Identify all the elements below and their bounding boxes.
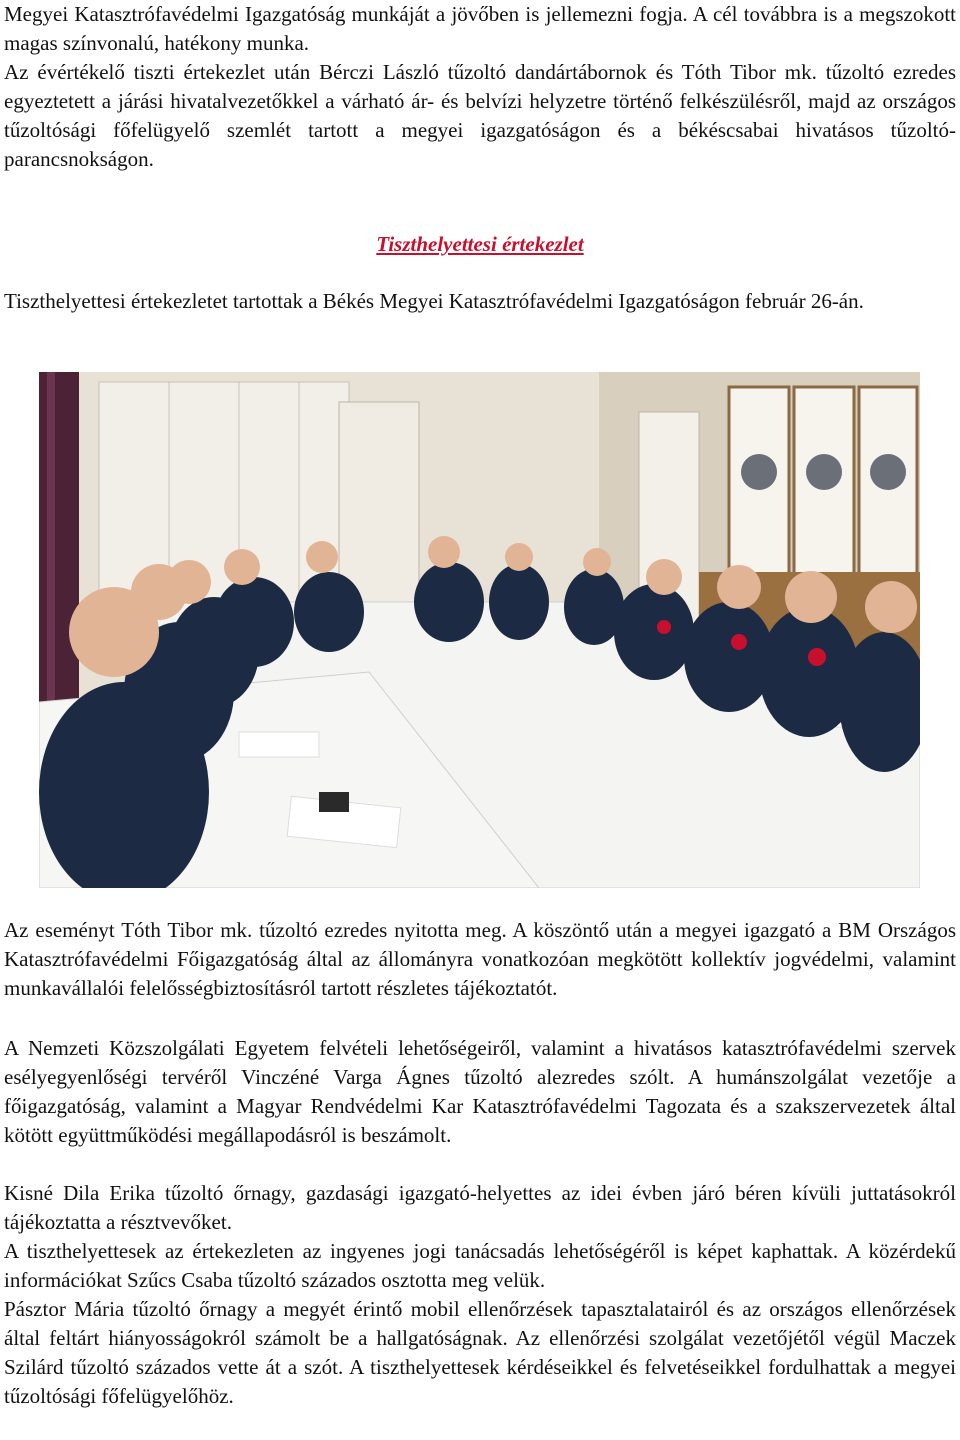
paragraph-body-1: Az eseményt Tóth Tibor mk. tűzoltó ezredes nyitotta meg. A köszöntő után a megyei igazgató a BM Országos Katasztrófavédelmi Főigazgatóság által az állományra vonatkozóan megkötött kollektív jogvédelmi, valamint munkavállalói felelősségbiztosításról tartott részletes tájékoztatót.: [4, 918, 956, 1000]
paragraph-body-4: A tiszthelyettesek az értekezleten az ingyenes jogi tanácsadás lehetőségéről is képet kaphattak. A közérdekű információkat Szűcs Csaba tűzoltó százados osztotta meg velük.: [4, 1239, 956, 1292]
meeting-photo-illustration: [39, 372, 920, 888]
paragraph-body-2: A Nemzeti Közszolgálati Egyetem felvételi lehetőségeiről, valamint a hivatásos katasztrófavédelmi szervek esélyegyenlőségi tervéről Vinczéné Varga Ágnes tűzoltó alezredes szólt. A humánszolgálat vezetője a főigazgatóság, valamint a Magyar Rendvédelmi Kar Katasztrófavédelmi Tagozata és a szakszervezetek által kötött együttműködési megállapodásról is beszámolt.: [4, 1036, 956, 1147]
meeting-photo: [39, 372, 920, 888]
paragraph-body-5: Pásztor Mária tűzoltó őrnagy a megyét érintő mobil ellenőrzések tapasztalatairól és az országos ellenőrzések által feltárt hiányosságokról számolt be a hallgatóságnak. Az ellenőrzési szolgálat vezetőjétől végül Maczek Szilárd tűzoltó százados vette át a szót. A tiszthelyettesek kérdéseikkel és felvetéseikkel fordulhattak a megyei tűzoltósági főfelügyelőhöz.: [4, 1297, 956, 1408]
section-heading: Tiszthelyettesi értekezlet: [376, 232, 584, 256]
paragraph-intro-2: Az évértékelő tiszti értekezlet után Bérczi László tűzoltó dandártábornok és Tóth Tibor mk. tűzoltó ezredes egyeztetett a járási hivatalvezetőkkel a várható ár- és belvízi helyzetre történő felkészülésről, majd az országos tűzoltósági főfelügyelő szemlét tartott a megyei igazgatóságon és a békéscsabai hivatásos tűzoltó-parancsnokságon.: [4, 60, 956, 171]
paragraph-section-intro: Tiszthelyettesi értekezletet tartottak a Békés Megyei Katasztrófavédelmi Igazgatóságon február 26-án.: [4, 289, 864, 313]
paragraph-intro-1: Megyei Katasztrófavédelmi Igazgatóság munkáját a jövőben is jellemezni fogja. A cél továbbra is a megszokott magas színvonalú, hatékony munka.: [4, 2, 956, 55]
paragraph-body-3: Kisné Dila Erika tűzoltó őrnagy, gazdasági igazgató-helyettes az idei évben járó béren kívüli juttatásokról tájékoztatta a résztvevőket.: [4, 1181, 956, 1234]
